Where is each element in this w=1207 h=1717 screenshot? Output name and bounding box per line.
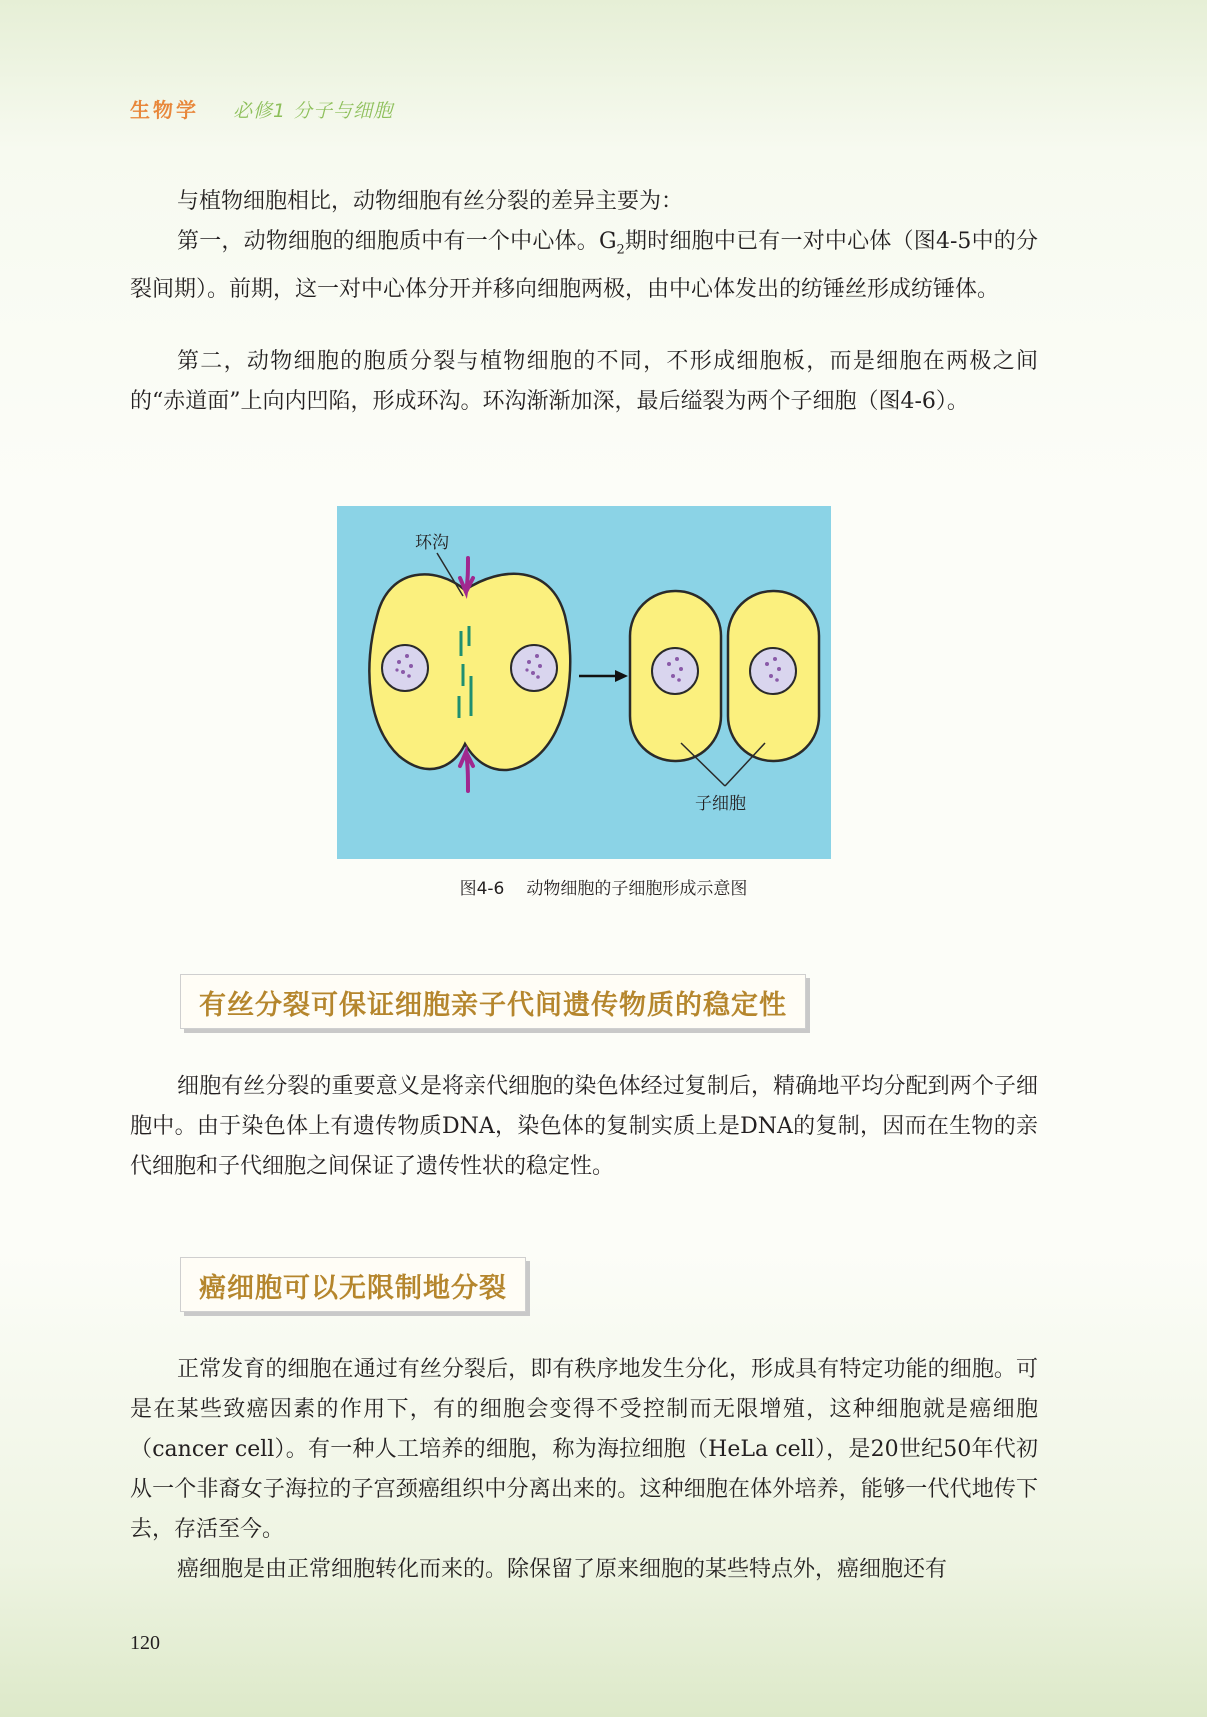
paragraph-first-part: 第一，动物细胞的细胞质中有一个中心体。G [177, 229, 617, 254]
figure-caption-text: 动物细胞的子细胞形成示意图 [526, 879, 748, 899]
furrow-label: 环沟 [415, 533, 449, 553]
paragraph-first-rest: 期时细胞中已有一对中心体（图4-5中的分裂间期）。前期，这一对中心体分开并移向细胞两极，由中心体发出的纺锤丝形成纺锤体。 [130, 229, 1039, 303]
paragraph-cancer-origin: 癌细胞是由正常细胞转化而来的。除保留了原来细胞的某些特点外，癌细胞还有 [177, 1557, 948, 1582]
daughter-label: 子细胞 [695, 794, 746, 814]
nucleus-right [511, 645, 557, 691]
page-number: 120 [130, 1632, 160, 1654]
nucleus-left [382, 645, 428, 691]
g2-subscript: 2 [616, 242, 625, 258]
running-header [130, 94, 393, 123]
paragraph-cancer-cells: 正常发育的细胞在通过有丝分裂后，即有秩序地发生分化，形成具有特定功能的细胞。可是在某些致癌因素的作用下，有的细胞会变得不受控制而无限增殖，这种细胞就是癌细胞（cancer cell）。有一种人工培养的细胞，称为海拉细胞（HeLa cell），是20世纪50年代初从一个非裔女子海拉的子宫颈癌组织中分离出来的。这种细胞在体外培养，能够一代代地传下去，存活至今。 [130, 1357, 1038, 1542]
figure-caption [0, 874, 1207, 899]
paragraph-first-difference [130, 222, 1038, 310]
cell-division-figure [337, 506, 831, 859]
furrow-arrow-bottom [460, 752, 473, 791]
section-heading-stability: 有丝分裂可保证细胞亲子代间遗传物质的稳定性 [180, 974, 806, 1029]
book-title: 生物学 [130, 98, 199, 122]
paragraph-significance: 细胞有丝分裂的重要意义是将亲代细胞的染色体经过复制后，精确地平均分配到两个子细胞中。由于染色体上有遗传物质DNA，染色体的复制实质上是DNA的复制，因而在生物的亲代细胞和子代细胞之间保证了遗传性状的稳定性。 [130, 1074, 1038, 1179]
section-heading-cancer: 癌细胞可以无限制地分裂 [180, 1257, 526, 1312]
figure-number: 图4-6 [459, 879, 505, 899]
paragraph-intro: 与植物细胞相比，动物细胞有丝分裂的差异主要为： [177, 189, 684, 214]
book-subtitle: 必修1 分子与细胞 [233, 100, 394, 122]
paragraph-second-difference: 第二，动物细胞的胞质分裂与植物细胞的不同，不形成细胞板，而是细胞在两极之间的“赤道面”上向内凹陷，形成环沟。环沟渐渐加深，最后缢裂为两个子细胞（图4-6）。 [130, 349, 1038, 414]
nucleus-daughter-left [652, 648, 698, 694]
nucleus-daughter-right [750, 648, 796, 694]
